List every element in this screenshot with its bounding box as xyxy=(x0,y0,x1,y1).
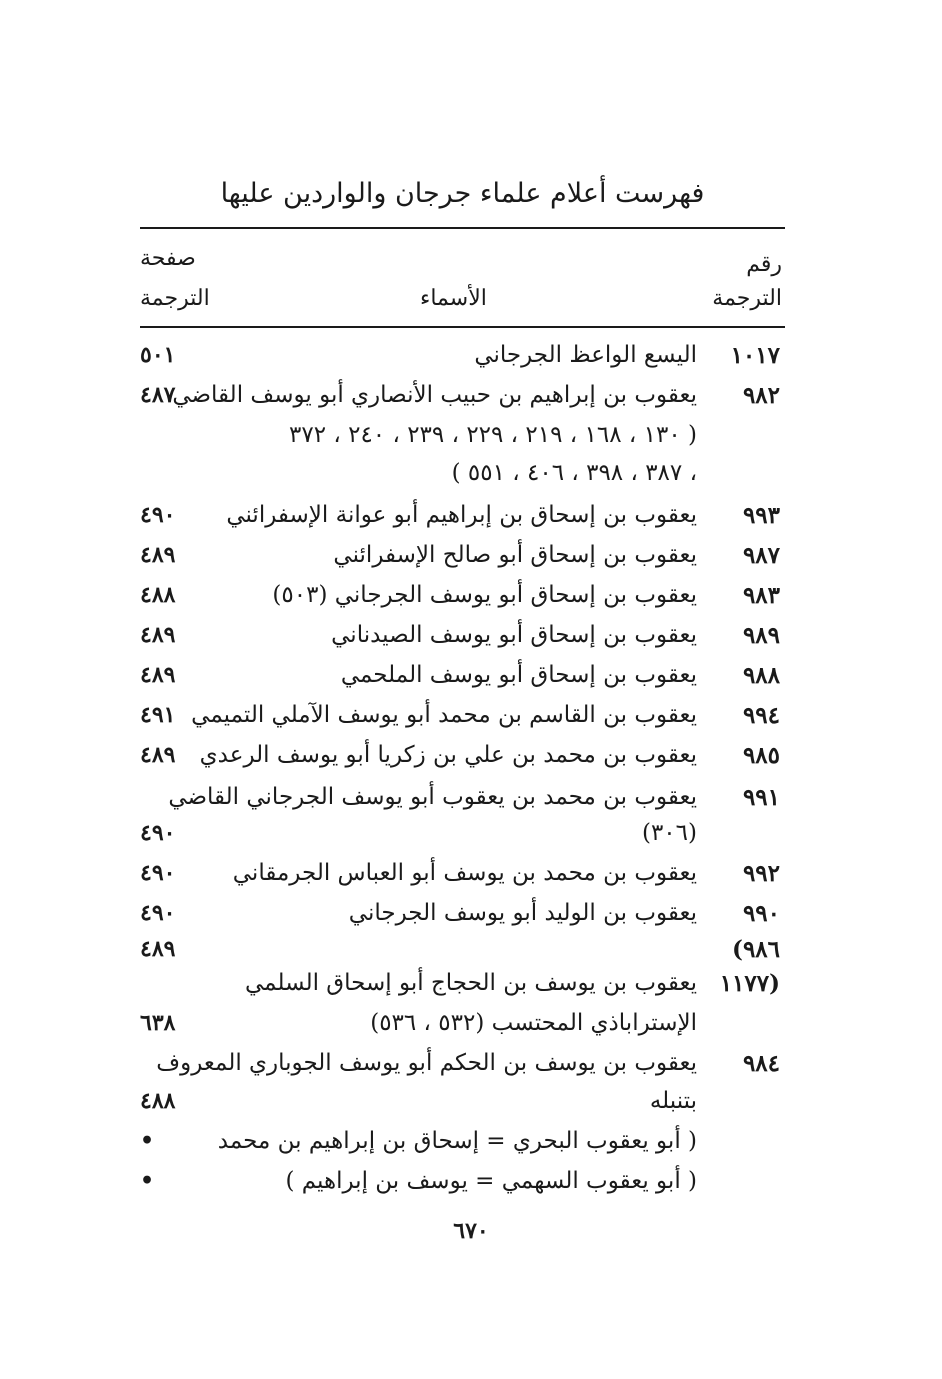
entry-page: ٤٩٠ xyxy=(140,860,176,886)
entry-name: بتنبله xyxy=(649,1088,697,1114)
page-title: فهرست أعلام علماء جرجان والواردين عليها xyxy=(220,178,705,209)
index-entry xyxy=(0,742,942,782)
index-entry xyxy=(0,1010,942,1050)
index-entry xyxy=(0,460,942,500)
entry-number: ٩٨٩ xyxy=(742,622,780,649)
entry-page: ٤٨٩ xyxy=(140,622,176,648)
index-entry xyxy=(0,582,942,622)
index-entry xyxy=(0,422,942,462)
entry-name: اليسع الواعظ الجرجاني xyxy=(474,342,697,368)
entry-page: ٤٨٩ xyxy=(140,542,176,568)
index-entry xyxy=(0,662,942,702)
index-entry xyxy=(0,342,942,382)
entry-name: يعقوب بن إسحاق أبو يوسف الصيدناني xyxy=(331,622,697,648)
entry-name: ، ٣٨٧ ، ٣٩٨ ، ٤٠٦ ، ٥٥١ ) xyxy=(451,460,697,486)
header-page-line2: الترجمة xyxy=(140,286,210,311)
index-entry xyxy=(0,542,942,582)
entry-name: يعقوب بن محمد بن يعقوب أبو يوسف الجرجاني القاضي xyxy=(168,784,697,810)
entry-name: يعقوب بن إبراهيم بن حبيب الأنصاري أبو يوسف القاضي xyxy=(172,382,697,408)
entry-number: ٩٨٨ xyxy=(742,662,780,689)
header-rule xyxy=(140,326,785,328)
entry-name: (٣٠٦) xyxy=(641,820,697,846)
page-number: ٦٧٠ xyxy=(453,1218,489,1244)
entry-name: يعقوب بن إسحاق أبو يوسف الملحمي xyxy=(340,662,697,688)
entry-number: ٩٨٥ xyxy=(742,742,780,769)
entry-page: • xyxy=(140,1128,155,1154)
entry-number: ٩٩٤ xyxy=(742,702,780,729)
entry-page: ٤٩١ xyxy=(140,702,176,728)
index-entry xyxy=(0,860,942,900)
index-entry xyxy=(0,1168,942,1208)
entry-name: يعقوب بن يوسف بن الحجاج أبو إسحاق السلمي xyxy=(244,970,697,996)
entry-number: (١١٧٧ xyxy=(719,970,780,997)
entry-number: ٩٨٤ xyxy=(742,1050,780,1077)
index-entry xyxy=(0,784,942,824)
header-number-line1: رقم xyxy=(746,252,782,277)
entry-page: • xyxy=(140,1168,155,1194)
entry-page: ٤٨٨ xyxy=(140,1088,176,1114)
header-page-line1: صفحة xyxy=(140,246,196,271)
index-entry xyxy=(0,502,942,542)
entry-name: يعقوب بن إسحاق أبو يوسف الجرجاني (٥٠٣) xyxy=(272,582,697,608)
entry-number: ٩٨٦) xyxy=(732,936,780,963)
entry-number: ٩٩٠ xyxy=(742,900,780,927)
index-entry xyxy=(0,382,942,422)
index-entry xyxy=(0,820,942,860)
header-number-line2: الترجمة xyxy=(712,286,782,311)
index-entry xyxy=(0,1128,942,1168)
entry-number: ٩٨٣ xyxy=(742,582,780,609)
top-rule xyxy=(140,227,785,229)
entry-name: يعقوب بن القاسم بن محمد أبو يوسف الآملي التميمي xyxy=(191,702,697,728)
index-entry xyxy=(0,622,942,662)
entry-number: ٩٩٣ xyxy=(742,502,780,529)
entry-number: ٩٩١ xyxy=(742,784,780,811)
index-entry xyxy=(0,1050,942,1090)
entry-name: ( ١٣٠ ، ١٦٨ ، ٢١٩ ، ٢٢٩ ، ٢٣٩ ، ٢٤٠ ، ٣٧٢ xyxy=(288,422,697,448)
entry-page: ٥٠١ xyxy=(140,342,176,368)
entry-name: الإستراباذي المحتسب (٥٣٢ ، ٥٣٦) xyxy=(370,1010,697,1036)
entry-name: يعقوب بن الوليد أبو يوسف الجرجاني xyxy=(348,900,697,926)
header-names: الأسماء xyxy=(420,286,487,311)
entry-page: ٤٩٠ xyxy=(140,502,176,528)
entry-number: ٩٨٧ xyxy=(742,542,780,569)
entry-page: ٤٩٠ xyxy=(140,900,176,926)
entry-number: ٩٩٢ xyxy=(742,860,780,887)
entry-page: ٤٩٠ xyxy=(140,820,176,846)
entry-page: ٤٨٨ xyxy=(140,582,176,608)
entry-name: يعقوب بن إسحاق بن إبراهيم أبو عوانة الإسفرائني xyxy=(226,502,697,528)
entry-name: يعقوب بن محمد بن يوسف أبو العباس الجرمقاني xyxy=(232,860,697,886)
entry-page: ٦٣٨ xyxy=(140,1010,176,1036)
entry-name: يعقوب بن محمد بن علي بن زكريا أبو يوسف الرعدي xyxy=(199,742,697,768)
entry-name: يعقوب بن يوسف بن الحكم أبو يوسف الجوباري المعروف xyxy=(156,1050,697,1076)
entry-number: ٩٨٢ xyxy=(742,382,780,409)
index-entry xyxy=(0,900,942,940)
entry-page: ٤٨٩ xyxy=(140,662,176,688)
index-entry xyxy=(0,1088,942,1128)
entry-name: يعقوب بن إسحاق أبو صالح الإسفرائني xyxy=(333,542,697,568)
index-entry xyxy=(0,702,942,742)
entry-name: ( أبو يعقوب السهمي = يوسف بن إبراهيم ) xyxy=(285,1168,697,1194)
entry-page: ٤٨٩ xyxy=(140,742,176,768)
entry-name: ( أبو يعقوب البحري = إسحاق بن إبراهيم بن محمد xyxy=(217,1128,697,1154)
entry-page: ٤٨٩ xyxy=(140,936,176,962)
entry-number: ١٠١٧ xyxy=(730,342,780,369)
entry-page: ٤٨٧ xyxy=(140,382,176,408)
index-entry xyxy=(0,970,942,1010)
